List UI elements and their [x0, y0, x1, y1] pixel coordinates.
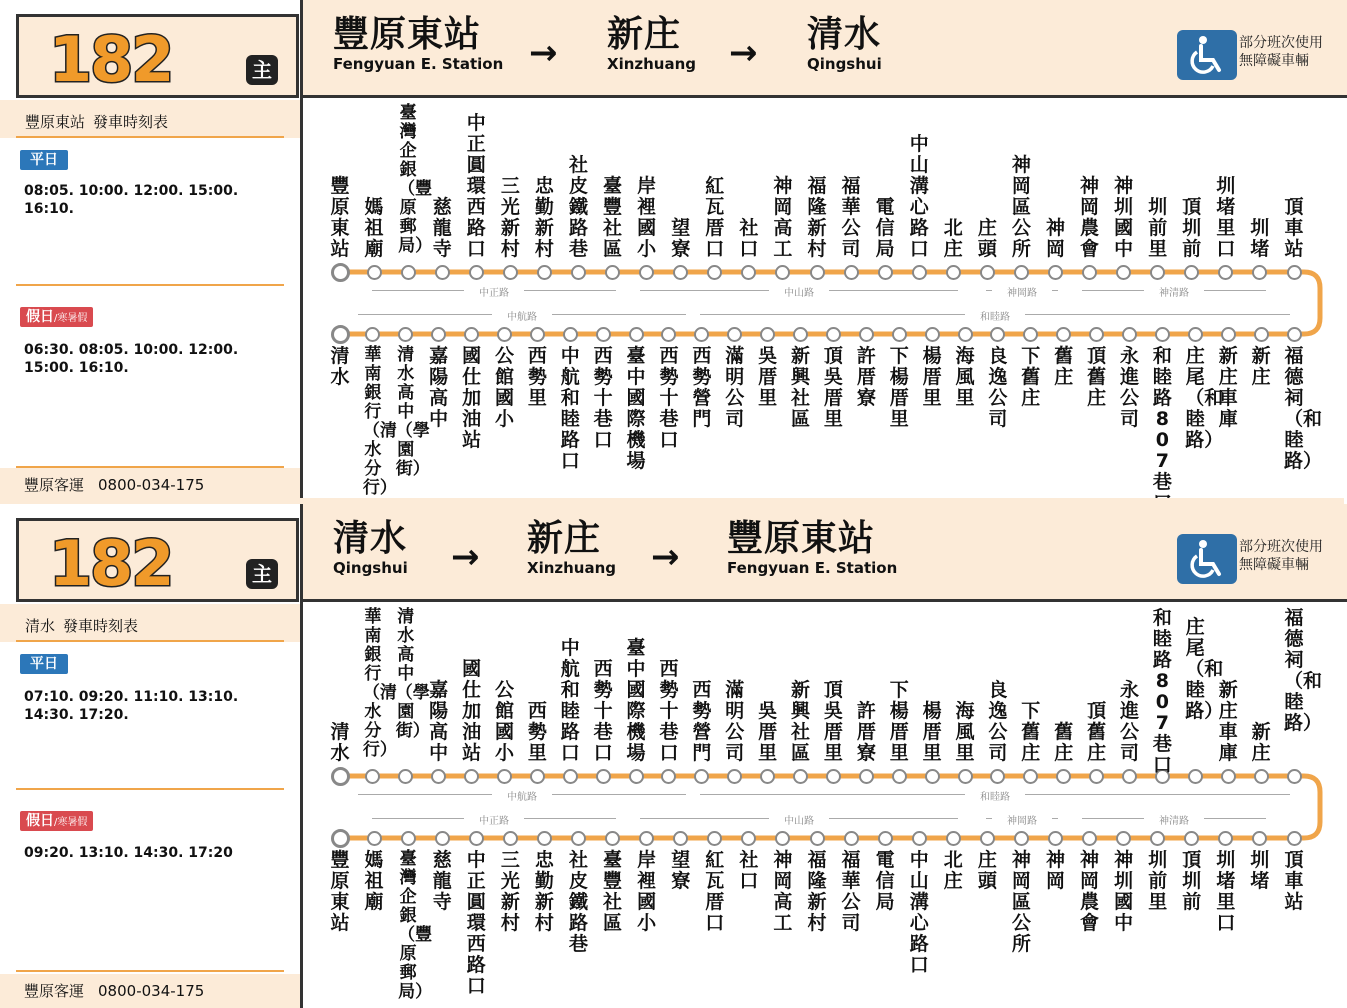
stop-marker [1014, 265, 1029, 280]
stop-marker [605, 265, 620, 280]
timetable-suffix: 發車時刻表 [63, 617, 139, 635]
stop-label: 三光新村 [500, 175, 520, 260]
timetable-station: 清水 [25, 617, 56, 635]
stop-marker [661, 769, 676, 784]
stop-marker [980, 265, 995, 280]
stop-marker [1056, 769, 1071, 784]
stop-label: 嘉陽高中 [429, 679, 449, 764]
stop-marker [530, 327, 545, 342]
stop-label: 中航和睦路口 [560, 345, 580, 472]
stop-label: 吳厝里 [758, 700, 778, 764]
stop-label: 華南銀行（清水分行） [362, 607, 397, 760]
stop-marker [946, 831, 961, 846]
stop-marker [793, 769, 808, 784]
stop-label: 永進公司 [1120, 345, 1140, 430]
stop-label: 頂車站 [1284, 849, 1304, 913]
stop-label: 海風里 [955, 345, 975, 409]
stop-marker [707, 831, 722, 846]
timetable-station: 豐原東站 [25, 113, 86, 131]
stop-label: 庄尾（和睦路） [1185, 616, 1224, 722]
stop-marker [793, 327, 808, 342]
stop-label: 三光新村 [500, 849, 520, 934]
stop-label: 社口 [739, 849, 759, 892]
stop-marker [1056, 327, 1071, 342]
stop-marker [990, 769, 1005, 784]
stop-label: 忠勤新村 [534, 849, 554, 934]
stop-marker [571, 831, 586, 846]
stop-label: 清水高中（學園街） [395, 345, 430, 479]
stop-label: 望寮 [671, 217, 691, 260]
stop-marker [398, 327, 413, 342]
holiday-sub-label: /寒暑假 [54, 817, 88, 828]
stop-label: 社口 [739, 217, 759, 260]
weekday-badge: 平日 [20, 654, 68, 674]
stop-marker [844, 265, 859, 280]
stop-marker [331, 767, 350, 786]
stop-marker [673, 265, 688, 280]
stop-marker [1188, 769, 1203, 784]
company-phone: 0800-034-175 [98, 476, 205, 494]
stop-marker [990, 327, 1005, 342]
stop-label: 吳厝里 [758, 345, 778, 409]
company-name: 豐原客運 [24, 982, 85, 1000]
stop-label: 臺中國際機場 [626, 637, 646, 764]
stop-label: 國仕加油站 [462, 345, 482, 451]
road-name-label: 中山路 [769, 812, 829, 827]
stop-marker [1155, 327, 1170, 342]
stop-marker [810, 265, 825, 280]
stop-label: 岸裡國小 [637, 175, 657, 260]
stop-marker [810, 831, 825, 846]
stop-marker [367, 265, 382, 280]
stop-label: 神岡 [1045, 217, 1065, 260]
main-route-badge: 主 [246, 55, 278, 85]
company-phone: 0800-034-175 [98, 982, 205, 1000]
destination-zh: 豐原東站 [727, 518, 876, 559]
stop-marker [401, 831, 416, 846]
stop-label: 舊庄 [1054, 345, 1074, 388]
stop-marker [1082, 265, 1097, 280]
stop-label: 新庄 [1251, 721, 1271, 764]
stop-label: 中正圓環西路口 [466, 112, 486, 260]
stop-label: 海風里 [955, 700, 975, 764]
stop-label: 西勢營門 [692, 345, 712, 430]
stop-label: 清水高中（學園街） [395, 607, 430, 741]
stop-label: 華南銀行（清水分行） [362, 345, 397, 498]
stop-marker [1116, 265, 1131, 280]
stop-label: 臺灣企銀（豐原郵局） [398, 103, 433, 256]
stop-marker [401, 265, 416, 280]
stop-marker [1048, 265, 1063, 280]
stop-marker [878, 831, 893, 846]
stop-label: 許厝寮 [856, 345, 876, 409]
road-name-label: 中正路 [464, 812, 524, 827]
stop-marker [629, 327, 644, 342]
stop-label: 良逸公司 [988, 345, 1008, 430]
arrow-right-icon: → [651, 537, 680, 577]
stop-label: 新庄 [1251, 345, 1271, 388]
stop-marker [912, 265, 927, 280]
stop-marker [1252, 831, 1267, 846]
stop-marker [673, 831, 688, 846]
stop-label: 慈龍寺 [432, 849, 452, 913]
route-path [340, 272, 1320, 334]
stop-label: 臺豐社區 [603, 175, 623, 260]
stop-label: 西勢里 [527, 700, 547, 764]
stop-marker [707, 265, 722, 280]
stop-marker [1218, 831, 1233, 846]
stop-label: 楊厝里 [922, 345, 942, 409]
stop-marker [1122, 327, 1137, 342]
stop-marker [331, 325, 350, 344]
stop-label: 下楊厝里 [889, 679, 909, 764]
stop-label: 紅瓦厝口 [705, 849, 725, 934]
stop-marker [980, 831, 995, 846]
stop-marker [1184, 831, 1199, 846]
stop-marker [1221, 327, 1236, 342]
stop-label: 神岡農會 [1080, 849, 1100, 934]
stop-label: 良逸公司 [988, 679, 1008, 764]
stop-label: 神岡區公所 [1011, 154, 1031, 260]
stop-label: 下楊厝里 [889, 345, 909, 430]
stop-label: 豐原東站 [330, 849, 350, 934]
via-zh: 新庄 [527, 518, 602, 559]
main-route-badge: 主 [246, 559, 278, 589]
via-en: Xinzhuang [607, 55, 697, 73]
stop-marker [629, 769, 644, 784]
stop-label: 神圳國中 [1114, 849, 1134, 934]
stop-label: 社皮鐵路巷 [568, 849, 588, 955]
panel-inbound [0, 504, 1344, 1008]
holiday-times: 06:30. 08:05. 10:00. 12:00. 15:00. 16:10. [24, 342, 239, 376]
road-name-label: 神清路 [1144, 812, 1204, 827]
stop-label: 和睦路807巷 [1152, 345, 1172, 493]
stop-label: 慈龍寺 [432, 196, 452, 260]
stop-marker [946, 265, 961, 280]
weekday-badge: 平日 [20, 150, 68, 170]
stop-marker [1221, 769, 1236, 784]
stop-marker [1014, 831, 1029, 846]
stop-label: 頂圳前 [1182, 849, 1202, 913]
stop-label: 社皮鐵路巷 [568, 154, 588, 260]
stop-marker [1287, 327, 1302, 342]
stop-label: 岸裡國小 [637, 849, 657, 934]
road-name-label: 神岡路 [992, 284, 1052, 299]
stop-marker [1122, 769, 1137, 784]
stop-label: 神岡 [1045, 849, 1065, 892]
stop-marker [727, 327, 742, 342]
road-name-label: 和睦路 [965, 308, 1025, 323]
accessibility-line-1: 部分班次使用 [1239, 35, 1323, 51]
stop-label: 庄尾（和睦路） [1185, 345, 1224, 451]
origin-zh: 清水 [333, 518, 408, 559]
stop-label: 新興社區 [791, 345, 811, 430]
stop-marker [596, 769, 611, 784]
stop-label: 臺中國際機場 [626, 345, 646, 472]
stop-marker [760, 327, 775, 342]
stop-marker [464, 769, 479, 784]
stop-marker [469, 831, 484, 846]
stop-marker [1023, 769, 1038, 784]
stop-marker [958, 769, 973, 784]
road-name-label: 神清路 [1144, 284, 1204, 299]
stop-marker [435, 831, 450, 846]
arrow-right-icon: → [451, 537, 480, 577]
stop-label: 臺豐社區 [603, 849, 623, 934]
stop-label: 豐原東站 [330, 175, 350, 260]
stop-label: 中山溝心路口 [909, 849, 929, 976]
weekday-times: 07:10. 09:20. 11:10. 13:10. 14:30. 17:20. [24, 689, 239, 723]
stop-label: 下舊庄 [1021, 700, 1041, 764]
accessibility-line-1: 部分班次使用 [1239, 539, 1323, 555]
stop-label: 西勢十巷口 [593, 345, 613, 451]
stop-marker [530, 769, 545, 784]
stop-label: 頂吳厝里 [823, 345, 843, 430]
stop-marker [367, 831, 382, 846]
stop-marker [605, 831, 620, 846]
stop-marker [958, 327, 973, 342]
road-name-label: 中航路 [492, 788, 552, 803]
stop-marker [431, 769, 446, 784]
stop-marker [571, 265, 586, 280]
stop-label: 許厝寮 [856, 700, 876, 764]
stop-marker [1089, 769, 1104, 784]
stop-label: 和睦路807巷口 [1152, 607, 1172, 776]
stop-marker [775, 265, 790, 280]
stop-marker [775, 831, 790, 846]
stop-marker [859, 327, 874, 342]
stop-label: 媽祖廟 [364, 196, 384, 260]
stop-label: 紅瓦厝口 [705, 175, 725, 260]
stop-marker [925, 327, 940, 342]
stop-marker [639, 265, 654, 280]
stop-label: 福德祠（和睦路） [1284, 345, 1323, 472]
stop-label: 西勢營門 [692, 679, 712, 764]
stop-label: 西勢十巷口 [593, 658, 613, 764]
stop-marker [727, 769, 742, 784]
stop-label: 中山溝心路口 [909, 133, 929, 260]
stop-marker [503, 265, 518, 280]
stop-label: 頂車站 [1284, 196, 1304, 260]
stop-label: 永進公司 [1120, 679, 1140, 764]
stop-label: 忠勤新村 [534, 175, 554, 260]
stop-marker [1287, 265, 1302, 280]
road-name-label: 中正路 [464, 284, 524, 299]
stop-label: 福隆新村 [807, 175, 827, 260]
stop-label: 神岡高工 [773, 175, 793, 260]
stop-marker [365, 769, 380, 784]
stop-label: 圳前里 [1148, 196, 1168, 260]
road-name-label: 和睦路 [965, 788, 1025, 803]
stop-marker [912, 831, 927, 846]
stop-label: 福華公司 [841, 175, 861, 260]
stop-label: 公館國小 [494, 345, 514, 430]
stop-marker [1254, 327, 1269, 342]
stop-marker [537, 265, 552, 280]
stop-label: 國仕加油站 [462, 658, 482, 764]
stop-marker [331, 829, 350, 848]
stop-marker [694, 769, 709, 784]
stop-label: 公館國小 [494, 679, 514, 764]
stop-marker [497, 327, 512, 342]
stop-label: 神岡高工 [773, 849, 793, 934]
holiday-sub-label: /寒暑假 [54, 313, 88, 324]
stop-label: 庄頭 [977, 849, 997, 892]
stop-label: 下舊庄 [1021, 345, 1041, 409]
stop-label: 清水 [330, 345, 350, 388]
stop-label: 頂舊庄 [1087, 700, 1107, 764]
destination-en: Qingshui [807, 55, 882, 73]
route-number: 182 [49, 527, 173, 600]
stop-label: 神岡農會 [1080, 175, 1100, 260]
stop-marker [639, 831, 654, 846]
stop-marker [1252, 265, 1267, 280]
stop-marker [694, 327, 709, 342]
stop-marker [537, 831, 552, 846]
stop-label: 神圳國中 [1114, 175, 1134, 260]
stop-marker [1023, 327, 1038, 342]
stop-label: 楊厝里 [922, 700, 942, 764]
stop-label: 頂吳厝里 [823, 679, 843, 764]
stop-marker [398, 769, 413, 784]
arrow-right-icon: → [529, 33, 558, 73]
stop-marker [1287, 831, 1302, 846]
stop-label: 北庄 [943, 849, 963, 892]
holiday-times: 09:20. 13:10. 14:30. 17:20 [24, 845, 233, 861]
stop-marker [892, 327, 907, 342]
company-name: 豐原客運 [24, 476, 85, 494]
stop-marker [1184, 265, 1199, 280]
stop-label: 新庄車庫 [1218, 679, 1238, 764]
destination-zh: 清水 [807, 14, 882, 55]
stop-label: 新興社區 [791, 679, 811, 764]
stop-marker [1116, 831, 1131, 846]
stop-marker [844, 831, 859, 846]
via-zh: 新庄 [607, 14, 682, 55]
road-name-label: 中山路 [769, 284, 829, 299]
stop-label: 頂圳前 [1182, 196, 1202, 260]
stop-label: 嘉陽高中 [429, 345, 449, 430]
stop-label: 圳堵里口 [1216, 849, 1236, 934]
stop-label: 圳堵 [1250, 849, 1270, 892]
stop-label: 望寮 [671, 849, 691, 892]
stop-marker [469, 265, 484, 280]
stop-marker [431, 327, 446, 342]
route-number: 182 [49, 23, 173, 96]
weekday-times: 08:05. 10:00. 12:00. 15:00. 16:10. [24, 183, 239, 217]
stop-label: 北庄 [943, 217, 963, 260]
stop-label: 圳前里 [1148, 849, 1168, 913]
stop-marker [826, 769, 841, 784]
arrow-right-icon: → [729, 33, 758, 73]
stop-marker [892, 769, 907, 784]
stop-label: 西勢十巷口 [659, 345, 679, 451]
origin-en: Fengyuan E. Station [333, 55, 504, 73]
stop-label: 中正圓環西路口 [466, 849, 486, 997]
stop-marker [1089, 327, 1104, 342]
stop-label: 庄頭 [977, 217, 997, 260]
stop-label: 神岡區公所 [1011, 849, 1031, 955]
stop-marker [563, 327, 578, 342]
origin-en: Qingshui [333, 559, 408, 577]
stop-marker [925, 769, 940, 784]
stop-marker [1287, 769, 1302, 784]
holiday-label: 假日 [26, 309, 54, 325]
stop-marker [661, 327, 676, 342]
stop-marker [1218, 265, 1233, 280]
stop-marker [1188, 327, 1203, 342]
stop-marker [878, 265, 893, 280]
stop-marker [1082, 831, 1097, 846]
stop-label: 圳堵里口 [1216, 175, 1236, 260]
stop-label: 電信局 [875, 196, 895, 260]
stop-marker [760, 769, 775, 784]
stop-label: 頂舊庄 [1087, 345, 1107, 409]
stop-label: 西勢十巷口 [659, 658, 679, 764]
stop-marker [435, 265, 450, 280]
stop-label: 清水 [330, 721, 350, 764]
destination-en: Fengyuan E. Station [727, 559, 898, 577]
holiday-label: 假日 [26, 813, 54, 829]
stop-label: 臺灣企銀（豐原郵局） [398, 849, 433, 1002]
stop-label: 圳堵 [1250, 217, 1270, 260]
stop-marker [1150, 831, 1165, 846]
stop-marker [497, 769, 512, 784]
road-name-label: 神岡路 [992, 812, 1052, 827]
stop-label: 媽祖廟 [364, 849, 384, 913]
route-path [340, 776, 1320, 838]
origin-zh: 豐原東站 [333, 14, 482, 55]
stop-label: 中航和睦路口 [560, 637, 580, 764]
stop-label: 電信局 [875, 849, 895, 913]
stop-marker [365, 327, 380, 342]
route-stops [0, 504, 1344, 1008]
stop-marker [464, 327, 479, 342]
stop-label: 西勢里 [527, 345, 547, 409]
stop-marker [563, 769, 578, 784]
stop-marker [826, 327, 841, 342]
stop-marker [596, 327, 611, 342]
stop-marker [331, 263, 350, 282]
stop-label: 滿明公司 [725, 679, 745, 764]
stop-marker [1254, 769, 1269, 784]
route-stops [0, 0, 1344, 504]
panel-outbound [0, 0, 1344, 504]
stop-label: 福華公司 [841, 849, 861, 934]
stop-label: 福隆新村 [807, 849, 827, 934]
via-en: Xinzhuang [527, 559, 617, 577]
accessibility-line-2: 無障礙車輛 [1239, 557, 1309, 573]
stop-marker [741, 831, 756, 846]
stop-label: 滿明公司 [725, 345, 745, 430]
stop-label: 新庄車庫 [1218, 345, 1238, 430]
stop-marker [1150, 265, 1165, 280]
stop-marker [1048, 831, 1063, 846]
stop-marker [741, 265, 756, 280]
stop-label: 福德祠（和睦路） [1284, 607, 1323, 734]
stop-marker [859, 769, 874, 784]
timetable-suffix: 發車時刻表 [93, 113, 169, 131]
accessibility-line-2: 無障礙車輛 [1239, 53, 1309, 69]
stop-label: 舊庄 [1054, 721, 1074, 764]
stop-marker [503, 831, 518, 846]
road-name-label: 中航路 [492, 308, 552, 323]
